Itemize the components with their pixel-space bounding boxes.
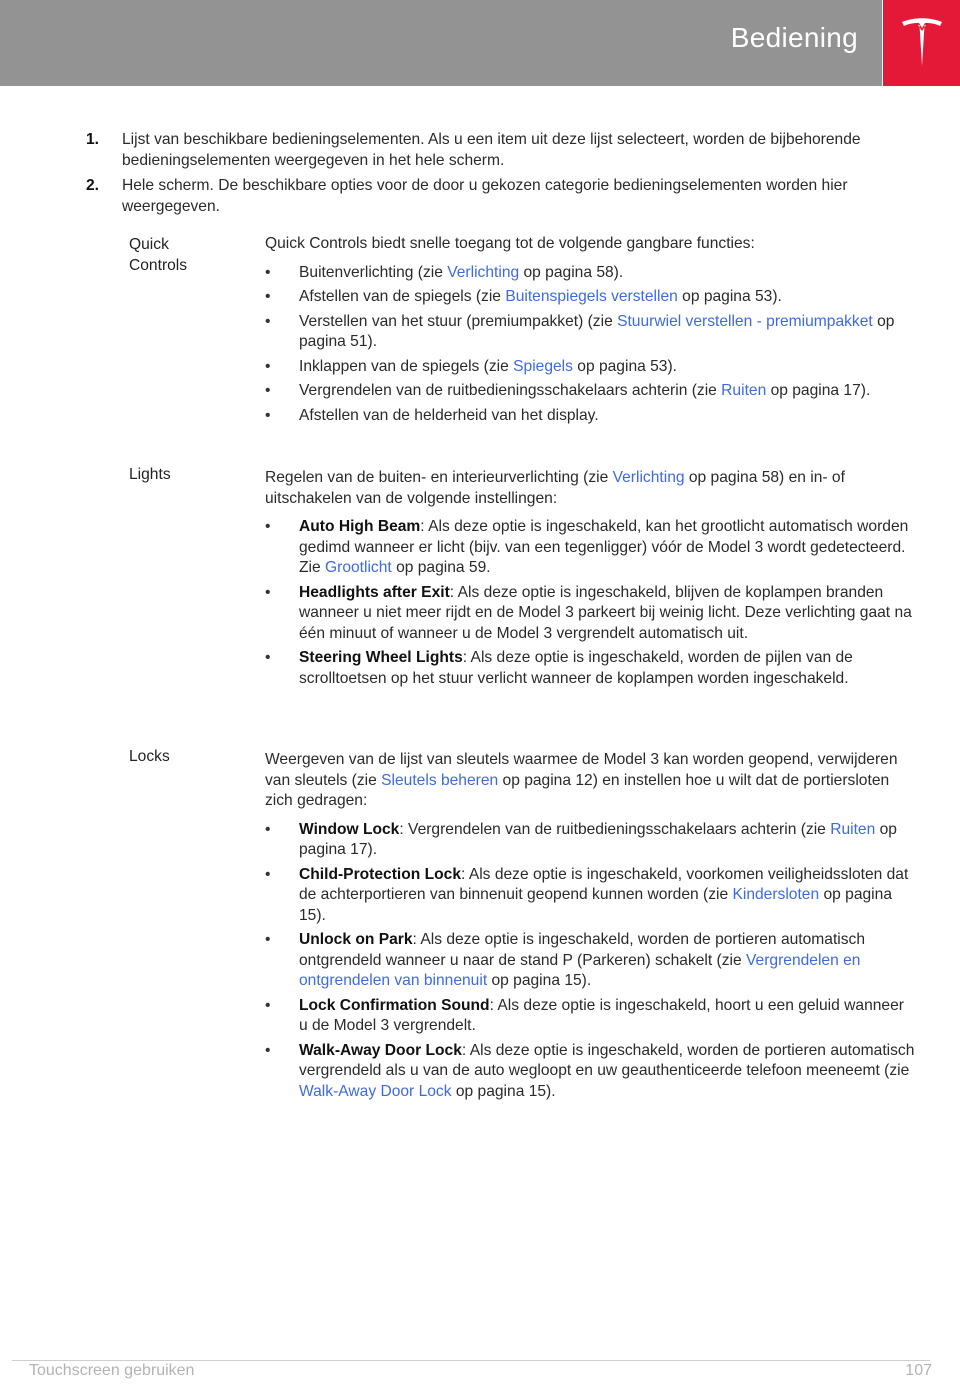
- item-text: Afstellen van de helderheid van het display.: [299, 406, 599, 424]
- page-title: Bediening: [730, 22, 858, 53]
- cross-ref-link[interactable]: Verlichting: [612, 469, 685, 486]
- tesla-logo-icon: [900, 16, 944, 68]
- cross-ref-link[interactable]: Sleutels beheren: [381, 771, 499, 789]
- section-intro: Quick Controls biedt snelle toegang tot de volgende gangbare functies:: [265, 235, 755, 252]
- intro-text: op pagina 58) en in- of uitschakelen van de volgende instellingen:: [265, 469, 845, 507]
- section-intro: [265, 750, 915, 812]
- brand-logo-box: [883, 0, 960, 86]
- item-text: Hele scherm. De beschikbare opties voor de door u gekozen categorie bedieningselementen worden hier weergegeven.: [122, 177, 848, 215]
- item-text: op pagina 15).: [299, 886, 892, 924]
- setting-term: Window Lock: [299, 820, 400, 838]
- section-intro: [265, 468, 915, 509]
- list-item: [265, 357, 915, 378]
- setting-term: Lock Confirmation Sound: [299, 996, 490, 1014]
- intro-text: op pagina 12) en instellen hoe u wilt dat de portiersloten zich gedragen:: [265, 771, 890, 809]
- section-label: Lights: [129, 466, 171, 483]
- item-text: op pagina 51).: [299, 312, 895, 350]
- cross-ref-link[interactable]: Grootlicht: [325, 559, 392, 576]
- cross-ref-link[interactable]: Kindersloten: [732, 886, 820, 903]
- section-label: Locks: [129, 748, 170, 765]
- item-text: : Vergrendelen van de ruitbedieningsschakelaars achterin (zie: [399, 820, 831, 838]
- list-item: [265, 930, 915, 992]
- item-text: op pagina 15).: [451, 1082, 556, 1100]
- item-text: : Als deze optie is ingeschakeld, blijven de koplampen branden wanneer u niet meer rijdt en de Model 3 parkeert bij weinig licht. Deze verlichting gaat na één minuut of wanneer u de Model 3 vergrendelt automatisch uit.: [299, 583, 912, 642]
- item-text: : Als deze optie is ingeschakeld, voorkomen veiligheidssloten dat de achterportieren van binnenuit geopend kunnen worden (zie: [299, 865, 909, 903]
- cross-ref-link[interactable]: Ruiten: [830, 820, 876, 838]
- page-number: 107: [905, 1362, 932, 1379]
- setting-term: Walk-Away Door Lock: [299, 1041, 462, 1059]
- item-text: Verstellen van het stuur (premiumpakket) (zie: [299, 312, 618, 330]
- section-body: [265, 234, 915, 430]
- list-item: [265, 263, 915, 284]
- list-item: [265, 820, 915, 861]
- item-text: op pagina 17).: [299, 820, 897, 858]
- setting-term: Unlock on Park: [299, 931, 413, 948]
- item-text: op pagina 59.: [391, 559, 491, 576]
- numbered-item: [86, 129, 912, 171]
- item-text: : Als deze optie is ingeschakeld, worden de portieren automatisch vergrendeld als u van de auto wegloopt en uw geauthenticeerde telefoon meeneemt (zie: [299, 1041, 915, 1079]
- list-item: [265, 517, 915, 579]
- list-item: [265, 381, 915, 402]
- bullet-list: [265, 263, 915, 427]
- numbered-item: [86, 175, 912, 217]
- intro-text: Weergeven van de lijst van sleutels waarmee de Model 3 kan worden geopend, verwijderen van sleutels (zie: [265, 751, 898, 789]
- item-text: op pagina 15).: [487, 972, 592, 989]
- item-text: Buitenverlichting (zie: [299, 263, 448, 281]
- setting-term: Headlights after Exit: [299, 583, 450, 601]
- footer-divider: [12, 1360, 930, 1361]
- cross-ref-link[interactable]: Stuurwiel verstellen - premiumpakket: [617, 312, 873, 330]
- section-body: [265, 750, 915, 1106]
- item-text: : Als deze optie is ingeschakeld, hoort u een geluid wanneer u de Model 3 vergrendelt.: [299, 996, 904, 1034]
- section-label: Quick Controls: [129, 236, 188, 274]
- item-text: Vergrendelen van de ruitbedieningsschakelaars achterin (zie: [299, 382, 722, 399]
- cross-ref-link[interactable]: Vergrendelen en ontgrendelen van binnenuit: [299, 951, 861, 989]
- item-text: Lijst van beschikbare bedieningselementen. Als u een item uit deze lijst selecteert, worden de bijbehorende bedieningselementen weergegeven in het hele scherm.: [122, 131, 861, 169]
- item-text: Afstellen van de spiegels (zie: [299, 288, 506, 305]
- cross-ref-link[interactable]: Verlichting: [447, 263, 520, 281]
- cross-ref-link[interactable]: Ruiten: [721, 382, 767, 399]
- numbered-list: [86, 129, 912, 221]
- item-text: Inklappen van de spiegels (zie: [299, 357, 514, 375]
- cross-ref-link[interactable]: Buitenspiegels verstellen: [505, 288, 678, 305]
- item-number: 2.: [86, 177, 100, 194]
- setting-term: Auto High Beam: [299, 518, 421, 535]
- list-item: [265, 1041, 915, 1103]
- bullet-list: [265, 820, 915, 1103]
- item-text: op pagina 58).: [519, 263, 624, 281]
- list-item: [265, 583, 915, 645]
- list-item: [265, 406, 915, 427]
- item-text: : Als deze optie is ingeschakeld, kan het grootlicht automatisch worden gedimd wanneer er licht (bijv. van een tegenligger) vóór de Model 3 wordt gedetecteerd. Zie: [299, 518, 909, 576]
- list-item: [265, 996, 915, 1037]
- list-item: [265, 312, 915, 353]
- list-item: [265, 865, 915, 927]
- list-item: [265, 287, 915, 308]
- section-body: [265, 468, 915, 693]
- item-text: : Als deze optie is ingeschakeld, worden de portieren automatisch ontgrendeld wanneer u naar de stand P (Parkeren) schakelt (zie: [299, 931, 866, 969]
- setting-term: Steering Wheel Lights: [299, 649, 463, 666]
- cross-ref-link[interactable]: Spiegels: [513, 357, 573, 375]
- item-text: op pagina 53).: [572, 357, 677, 375]
- cross-ref-link[interactable]: Walk-Away Door Lock: [299, 1082, 452, 1100]
- list-item: [265, 648, 915, 689]
- item-number: 1.: [86, 131, 100, 148]
- item-text: op pagina 17).: [766, 382, 871, 399]
- page-header: [0, 0, 882, 86]
- item-text: op pagina 53).: [677, 288, 782, 305]
- setting-term: Child-Protection Lock: [299, 865, 462, 883]
- item-text: : Als deze optie is ingeschakeld, worden de pijlen van de scrolltoetsen op het stuur verlicht wanneer de koplampen worden ingeschakeld.: [299, 649, 853, 687]
- intro-text: Regelen van de buiten- en interieurverlichting (zie: [265, 469, 613, 486]
- bullet-list: [265, 517, 915, 689]
- footer-section-name: Touchscreen gebruiken: [29, 1362, 195, 1379]
